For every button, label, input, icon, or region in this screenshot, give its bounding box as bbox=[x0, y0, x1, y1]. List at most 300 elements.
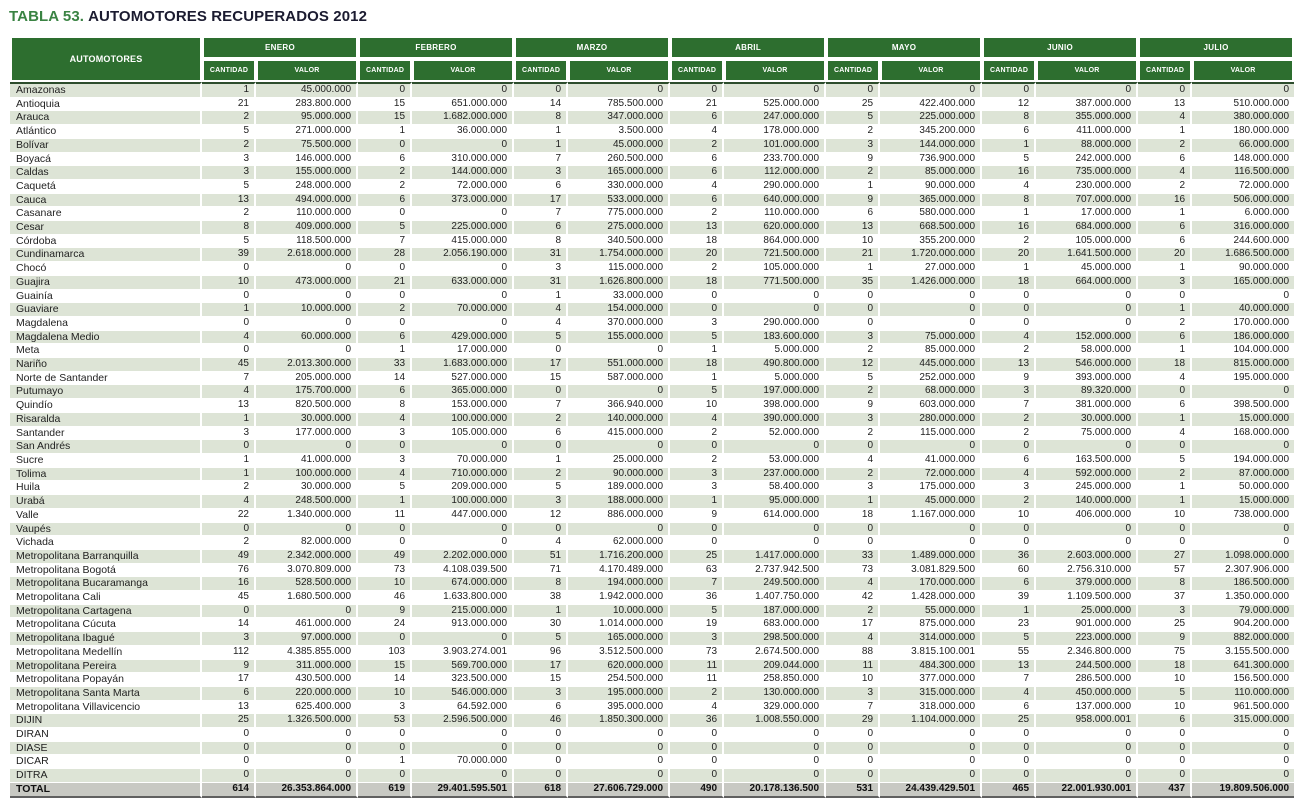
cantidad-cell: 1 bbox=[1138, 262, 1192, 276]
cantidad-cell: 0 bbox=[514, 769, 568, 783]
cantidad-cell: 2 bbox=[982, 344, 1036, 358]
valor-cell: 242.000.000 bbox=[1036, 153, 1138, 167]
cantidad-cell: 1 bbox=[670, 372, 724, 386]
cantidad-cell: 21 bbox=[826, 248, 880, 262]
valor-cell: 95.000.000 bbox=[256, 111, 358, 125]
valor-cell: 148.000.000 bbox=[1192, 153, 1294, 167]
valor-cell: 0 bbox=[256, 605, 358, 619]
row-name-cell: Metropolitana Santa Marta bbox=[10, 687, 202, 701]
valor-cell: 345.200.000 bbox=[880, 125, 982, 139]
cantidad-cell: 0 bbox=[826, 440, 880, 454]
valor-cell: 527.000.000 bbox=[412, 372, 514, 386]
valor-cell: 0 bbox=[412, 742, 514, 756]
table-row bbox=[10, 687, 1294, 701]
cantidad-cell: 3 bbox=[1138, 605, 1192, 619]
valor-cell: 0 bbox=[568, 755, 670, 769]
cantidad-cell: 4 bbox=[514, 536, 568, 550]
cantidad-cell: 2 bbox=[202, 207, 256, 221]
valor-cell: 17.000.000 bbox=[412, 344, 514, 358]
valor-cell: 3.500.000 bbox=[568, 125, 670, 139]
valor-cell: 0 bbox=[256, 262, 358, 276]
valor-cell: 1.104.000.000 bbox=[880, 714, 982, 728]
valor-cell: 430.500.000 bbox=[256, 673, 358, 687]
valor-cell: 30.000.000 bbox=[256, 413, 358, 427]
valor-cell: 237.000.000 bbox=[724, 468, 826, 482]
cantidad-cell: 1 bbox=[1138, 207, 1192, 221]
cantidad-cell: 4 bbox=[826, 577, 880, 591]
valor-cell: 886.000.000 bbox=[568, 509, 670, 523]
cantidad-cell: 13 bbox=[826, 221, 880, 235]
valor-cell: 528.500.000 bbox=[256, 577, 358, 591]
cantidad-cell: 0 bbox=[358, 523, 412, 537]
row-name-cell: Metropolitana Bogotá bbox=[10, 564, 202, 578]
valor-cell: 365.000.000 bbox=[880, 194, 982, 208]
cantidad-cell: 0 bbox=[202, 523, 256, 537]
cantidad-cell: 1 bbox=[1138, 303, 1192, 317]
valor-cell: 70.000.000 bbox=[412, 454, 514, 468]
valor-cell: 197.000.000 bbox=[724, 385, 826, 399]
valor-cell: 118.500.000 bbox=[256, 235, 358, 249]
valor-cell: 0 bbox=[724, 536, 826, 550]
cantidad-cell: 0 bbox=[514, 523, 568, 537]
cantidad-cell: 17 bbox=[514, 660, 568, 674]
valor-cell: 41.000.000 bbox=[256, 454, 358, 468]
cantidad-cell: 5 bbox=[826, 372, 880, 386]
valor-cell: 275.000.000 bbox=[568, 221, 670, 235]
table-header bbox=[10, 36, 1294, 82]
valor-cell: 1.686.500.000 bbox=[1192, 248, 1294, 262]
cantidad-cell: 33 bbox=[358, 358, 412, 372]
cantidad-cell: 10 bbox=[670, 399, 724, 413]
valor-cell: 0 bbox=[412, 769, 514, 783]
cantidad-cell: 8 bbox=[514, 111, 568, 125]
row-name-cell: Guajira bbox=[10, 276, 202, 290]
cantidad-cell: 42 bbox=[826, 591, 880, 605]
cantidad-cell: 1 bbox=[826, 262, 880, 276]
cantidad-cell: 11 bbox=[670, 660, 724, 674]
row-name-cell: Santander bbox=[10, 427, 202, 441]
valor-cell: 311.000.000 bbox=[256, 660, 358, 674]
valor-cell: 0 bbox=[412, 262, 514, 276]
cantidad-cell: 6 bbox=[514, 221, 568, 235]
cantidad-cell: 8 bbox=[982, 194, 1036, 208]
valor-cell: 66.000.000 bbox=[1192, 139, 1294, 153]
valor-cell: 25.000.000 bbox=[568, 454, 670, 468]
cantidad-cell: 5 bbox=[982, 632, 1036, 646]
cantidad-cell: 3 bbox=[826, 139, 880, 153]
valor-cell: 340.500.000 bbox=[568, 235, 670, 249]
cantidad-cell: 1 bbox=[982, 262, 1036, 276]
months-header-row bbox=[10, 36, 1294, 59]
valor-cell: 1.340.000.000 bbox=[256, 509, 358, 523]
cantidad-cell: 2 bbox=[826, 344, 880, 358]
cantidad-cell: 21 bbox=[670, 98, 724, 112]
row-name-cell: Quindío bbox=[10, 399, 202, 413]
valor-cell: 104.000.000 bbox=[1192, 344, 1294, 358]
row-name-cell: Meta bbox=[10, 344, 202, 358]
row-name-cell: Bolívar bbox=[10, 139, 202, 153]
row-name-cell: Metropolitana Popayán bbox=[10, 673, 202, 687]
valor-cell: 1.626.800.000 bbox=[568, 276, 670, 290]
valor-cell: 0 bbox=[412, 82, 514, 98]
cantidad-cell: 8 bbox=[358, 399, 412, 413]
total-valor-cell: 19.809.506.000 bbox=[1192, 783, 1294, 798]
cantidad-cell: 3 bbox=[670, 317, 724, 331]
total-valor-cell: 22.001.930.001 bbox=[1036, 783, 1138, 798]
valor-cell: 0 bbox=[724, 755, 826, 769]
cantidad-cell: 0 bbox=[358, 207, 412, 221]
valor-cell: 248.500.000 bbox=[256, 495, 358, 509]
cantidad-cell: 12 bbox=[826, 358, 880, 372]
valor-cell: 15.000.000 bbox=[1192, 495, 1294, 509]
valor-cell: 155.000.000 bbox=[256, 166, 358, 180]
cantidad-cell: 2 bbox=[826, 385, 880, 399]
valor-cell: 510.000.000 bbox=[1192, 98, 1294, 112]
valor-cell: 0 bbox=[412, 317, 514, 331]
valor-cell: 178.000.000 bbox=[724, 125, 826, 139]
valor-cell: 30.000.000 bbox=[1036, 413, 1138, 427]
cantidad-cell: 49 bbox=[358, 550, 412, 564]
total-valor-cell: 27.606.729.000 bbox=[568, 783, 670, 798]
cantidad-cell: 2 bbox=[670, 139, 724, 153]
cantidad-cell: 7 bbox=[982, 399, 1036, 413]
valor-cell: 15.000.000 bbox=[1192, 413, 1294, 427]
valor-cell: 87.000.000 bbox=[1192, 468, 1294, 482]
valor-cell: 10.000.000 bbox=[256, 303, 358, 317]
valor-cell: 640.000.000 bbox=[724, 194, 826, 208]
cantidad-cell: 6 bbox=[982, 577, 1036, 591]
valor-cell: 390.000.000 bbox=[724, 413, 826, 427]
cantidad-cell: 73 bbox=[358, 564, 412, 578]
cantidad-cell: 2 bbox=[670, 207, 724, 221]
row-name-cell: Metropolitana Cúcuta bbox=[10, 618, 202, 632]
cantidad-cell: 3 bbox=[670, 468, 724, 482]
table-row bbox=[10, 180, 1294, 194]
table-row bbox=[10, 660, 1294, 674]
cantidad-cell: 4 bbox=[358, 413, 412, 427]
table-row bbox=[10, 769, 1294, 783]
cantidad-cell: 0 bbox=[982, 755, 1036, 769]
total-cantidad-cell: 490 bbox=[670, 783, 724, 798]
cantidad-cell: 4 bbox=[670, 413, 724, 427]
cantidad-cell: 3 bbox=[982, 385, 1036, 399]
cantidad-cell: 16 bbox=[202, 577, 256, 591]
valor-cell: 110.000.000 bbox=[724, 207, 826, 221]
valor-cell: 100.000.000 bbox=[256, 468, 358, 482]
cantidad-cell: 1 bbox=[514, 454, 568, 468]
cantidad-cell: 10 bbox=[358, 687, 412, 701]
cantidad-cell: 4 bbox=[826, 632, 880, 646]
cantidad-cell: 1 bbox=[514, 605, 568, 619]
cantidad-cell: 0 bbox=[982, 536, 1036, 550]
cantidad-cell: 36 bbox=[670, 591, 724, 605]
subheader-cantidad-junio: CANTIDAD bbox=[982, 59, 1036, 82]
cantidad-cell: 4 bbox=[514, 303, 568, 317]
valor-cell: 904.200.000 bbox=[1192, 618, 1294, 632]
month-header-enero: ENERO bbox=[202, 36, 358, 59]
cantidad-cell: 1 bbox=[1138, 125, 1192, 139]
subheader-cantidad-julio: CANTIDAD bbox=[1138, 59, 1192, 82]
cantidad-cell: 13 bbox=[202, 194, 256, 208]
row-name-cell: Arauca bbox=[10, 111, 202, 125]
cantidad-cell: 39 bbox=[202, 248, 256, 262]
valor-cell: 0 bbox=[724, 728, 826, 742]
table-row bbox=[10, 454, 1294, 468]
valor-cell: 175.700.000 bbox=[256, 385, 358, 399]
valor-cell: 90.000.000 bbox=[568, 468, 670, 482]
valor-cell: 875.000.000 bbox=[880, 618, 982, 632]
cantidad-cell: 2 bbox=[202, 111, 256, 125]
cantidad-cell: 1 bbox=[982, 605, 1036, 619]
row-name-cell: Putumayo bbox=[10, 385, 202, 399]
valor-cell: 0 bbox=[1192, 523, 1294, 537]
row-name-cell: Atlántico bbox=[10, 125, 202, 139]
valor-cell: 721.500.000 bbox=[724, 248, 826, 262]
valor-cell: 0 bbox=[1036, 769, 1138, 783]
row-name-cell: Magdalena Medio bbox=[10, 331, 202, 345]
cantidad-cell: 0 bbox=[670, 82, 724, 98]
valor-cell: 220.000.000 bbox=[256, 687, 358, 701]
cantidad-cell: 2 bbox=[670, 427, 724, 441]
row-name-cell: Metropolitana Medellín bbox=[10, 646, 202, 660]
valor-cell: 1.754.000.000 bbox=[568, 248, 670, 262]
cantidad-cell: 16 bbox=[1138, 194, 1192, 208]
valor-cell: 525.000.000 bbox=[724, 98, 826, 112]
table-row bbox=[10, 221, 1294, 235]
valor-cell: 280.000.000 bbox=[880, 413, 982, 427]
valor-cell: 6.000.000 bbox=[1192, 207, 1294, 221]
cantidad-cell: 13 bbox=[202, 399, 256, 413]
valor-cell: 1.682.000.000 bbox=[412, 111, 514, 125]
cantidad-cell: 0 bbox=[982, 440, 1036, 454]
valor-cell: 0 bbox=[412, 207, 514, 221]
table-row bbox=[10, 139, 1294, 153]
valor-cell: 1.326.500.000 bbox=[256, 714, 358, 728]
row-name-cell: Metropolitana Bucaramanga bbox=[10, 577, 202, 591]
valor-cell: 409.000.000 bbox=[256, 221, 358, 235]
cantidad-cell: 2 bbox=[514, 468, 568, 482]
valor-cell: 625.400.000 bbox=[256, 701, 358, 715]
cantidad-cell: 1 bbox=[358, 495, 412, 509]
cantidad-cell: 9 bbox=[826, 153, 880, 167]
cantidad-cell: 7 bbox=[202, 372, 256, 386]
cantidad-cell: 0 bbox=[202, 755, 256, 769]
cantidad-cell: 20 bbox=[982, 248, 1036, 262]
cantidad-cell: 37 bbox=[1138, 591, 1192, 605]
table-row bbox=[10, 728, 1294, 742]
cantidad-cell: 2 bbox=[670, 454, 724, 468]
valor-cell: 710.000.000 bbox=[412, 468, 514, 482]
valor-cell: 0 bbox=[1192, 769, 1294, 783]
month-header-abril: ABRIL bbox=[670, 36, 826, 59]
valor-cell: 3.512.500.000 bbox=[568, 646, 670, 660]
row-name-cell: Metropolitana Cali bbox=[10, 591, 202, 605]
cantidad-cell: 88 bbox=[826, 646, 880, 660]
cantidad-cell: 18 bbox=[1138, 660, 1192, 674]
valor-cell: 355.000.000 bbox=[1036, 111, 1138, 125]
valor-cell: 0 bbox=[724, 742, 826, 756]
valor-cell: 0 bbox=[880, 440, 982, 454]
valor-cell: 1.850.300.000 bbox=[568, 714, 670, 728]
valor-cell: 0 bbox=[256, 440, 358, 454]
cantidad-cell: 0 bbox=[202, 605, 256, 619]
row-name-cell: Chocó bbox=[10, 262, 202, 276]
cantidad-cell: 2 bbox=[826, 468, 880, 482]
valor-cell: 0 bbox=[1036, 290, 1138, 304]
valor-cell: 0 bbox=[1192, 742, 1294, 756]
valor-cell: 101.000.000 bbox=[724, 139, 826, 153]
cantidad-cell: 49 bbox=[202, 550, 256, 564]
cantidad-cell: 1 bbox=[514, 125, 568, 139]
valor-cell: 3.815.100.001 bbox=[880, 646, 982, 660]
cantidad-cell: 1 bbox=[202, 82, 256, 98]
cantidad-cell: 0 bbox=[358, 742, 412, 756]
month-header-junio: JUNIO bbox=[982, 36, 1138, 59]
cantidad-cell: 25 bbox=[670, 550, 724, 564]
valor-cell: 205.000.000 bbox=[256, 372, 358, 386]
valor-cell: 1.720.000.000 bbox=[880, 248, 982, 262]
valor-cell: 290.000.000 bbox=[724, 180, 826, 194]
valor-cell: 1.407.750.000 bbox=[724, 591, 826, 605]
cantidad-cell: 2 bbox=[514, 413, 568, 427]
row-name-cell: Metropolitana Barranquilla bbox=[10, 550, 202, 564]
valor-cell: 4.170.489.000 bbox=[568, 564, 670, 578]
cantidad-cell: 10 bbox=[826, 673, 880, 687]
cantidad-cell: 2 bbox=[670, 687, 724, 701]
valor-cell: 2.056.190.000 bbox=[412, 248, 514, 262]
subheaders-row bbox=[10, 59, 1294, 82]
row-name-cell: Metropolitana Cartagena bbox=[10, 605, 202, 619]
cantidad-cell: 1 bbox=[1138, 481, 1192, 495]
valor-cell: 3.070.809.000 bbox=[256, 564, 358, 578]
cantidad-cell: 6 bbox=[1138, 153, 1192, 167]
table-row bbox=[10, 111, 1294, 125]
cantidad-cell: 14 bbox=[358, 372, 412, 386]
valor-cell: 1.428.000.000 bbox=[880, 591, 982, 605]
cantidad-cell: 8 bbox=[514, 577, 568, 591]
valor-cell: 75.500.000 bbox=[256, 139, 358, 153]
valor-cell: 165.000.000 bbox=[568, 166, 670, 180]
cantidad-cell: 2 bbox=[202, 481, 256, 495]
valor-cell: 1.008.550.000 bbox=[724, 714, 826, 728]
cantidad-cell: 3 bbox=[202, 153, 256, 167]
valor-cell: 411.000.000 bbox=[1036, 125, 1138, 139]
subheader-cantidad-enero: CANTIDAD bbox=[202, 59, 256, 82]
cantidad-cell: 8 bbox=[202, 221, 256, 235]
subheader-valor-marzo: VALOR bbox=[568, 59, 670, 82]
valor-cell: 298.500.000 bbox=[724, 632, 826, 646]
cantidad-cell: 0 bbox=[202, 769, 256, 783]
cantidad-cell: 11 bbox=[826, 660, 880, 674]
valor-cell: 248.000.000 bbox=[256, 180, 358, 194]
total-cantidad-cell: 465 bbox=[982, 783, 1036, 798]
valor-cell: 209.044.000 bbox=[724, 660, 826, 674]
valor-cell: 395.000.000 bbox=[568, 701, 670, 715]
valor-cell: 0 bbox=[568, 82, 670, 98]
cantidad-cell: 4 bbox=[202, 495, 256, 509]
valor-cell: 271.000.000 bbox=[256, 125, 358, 139]
subheader-valor-febrero: VALOR bbox=[412, 59, 514, 82]
table-row bbox=[10, 344, 1294, 358]
valor-cell: 188.000.000 bbox=[568, 495, 670, 509]
cantidad-cell: 0 bbox=[670, 769, 724, 783]
cantidad-cell: 4 bbox=[1138, 372, 1192, 386]
cantidad-cell: 4 bbox=[670, 701, 724, 715]
valor-cell: 506.000.000 bbox=[1192, 194, 1294, 208]
cantidad-cell: 3 bbox=[826, 331, 880, 345]
row-name-cell: Metropolitana Pereira bbox=[10, 660, 202, 674]
valor-cell: 323.500.000 bbox=[412, 673, 514, 687]
table-row bbox=[10, 413, 1294, 427]
cantidad-cell: 17 bbox=[826, 618, 880, 632]
cantidad-cell: 20 bbox=[670, 248, 724, 262]
cantidad-cell: 15 bbox=[358, 660, 412, 674]
cantidad-cell: 0 bbox=[358, 769, 412, 783]
valor-cell: 1.098.000.000 bbox=[1192, 550, 1294, 564]
valor-cell: 130.000.000 bbox=[724, 687, 826, 701]
valor-cell: 592.000.000 bbox=[1036, 468, 1138, 482]
valor-cell: 105.000.000 bbox=[724, 262, 826, 276]
cantidad-cell: 0 bbox=[982, 290, 1036, 304]
valor-cell: 17.000.000 bbox=[1036, 207, 1138, 221]
subheader-valor-junio: VALOR bbox=[1036, 59, 1138, 82]
valor-cell: 53.000.000 bbox=[724, 454, 826, 468]
valor-cell: 154.000.000 bbox=[568, 303, 670, 317]
cantidad-cell: 0 bbox=[826, 303, 880, 317]
valor-cell: 641.300.000 bbox=[1192, 660, 1294, 674]
cantidad-cell: 6 bbox=[670, 153, 724, 167]
table-row bbox=[10, 605, 1294, 619]
cantidad-cell: 4 bbox=[982, 180, 1036, 194]
cantidad-cell: 7 bbox=[358, 235, 412, 249]
page-title bbox=[9, 8, 1292, 25]
valor-cell: 447.000.000 bbox=[412, 509, 514, 523]
cantidad-cell: 3 bbox=[514, 262, 568, 276]
valor-cell: 738.000.000 bbox=[1192, 509, 1294, 523]
valor-cell: 105.000.000 bbox=[1036, 235, 1138, 249]
valor-cell: 2.202.000.000 bbox=[412, 550, 514, 564]
cantidad-cell: 53 bbox=[358, 714, 412, 728]
cantidad-cell: 2 bbox=[982, 495, 1036, 509]
cantidad-cell: 7 bbox=[514, 207, 568, 221]
cantidad-cell: 2 bbox=[982, 413, 1036, 427]
valor-cell: 70.000.000 bbox=[412, 755, 514, 769]
valor-cell: 247.000.000 bbox=[724, 111, 826, 125]
cantidad-cell: 2 bbox=[358, 180, 412, 194]
table-row bbox=[10, 372, 1294, 386]
cantidad-cell: 46 bbox=[358, 591, 412, 605]
cantidad-cell: 96 bbox=[514, 646, 568, 660]
cantidad-cell: 18 bbox=[1138, 358, 1192, 372]
table-row bbox=[10, 440, 1294, 454]
cantidad-cell: 7 bbox=[982, 673, 1036, 687]
cantidad-cell: 1 bbox=[670, 344, 724, 358]
cantidad-cell: 23 bbox=[982, 618, 1036, 632]
cantidad-cell: 6 bbox=[1138, 714, 1192, 728]
cantidad-cell: 20 bbox=[1138, 248, 1192, 262]
cantidad-cell: 0 bbox=[202, 344, 256, 358]
subheader-valor-mayo: VALOR bbox=[880, 59, 982, 82]
table-row bbox=[10, 523, 1294, 537]
cantidad-cell: 0 bbox=[826, 755, 880, 769]
month-header-mayo: MAYO bbox=[826, 36, 982, 59]
cantidad-cell: 1 bbox=[358, 755, 412, 769]
valor-cell: 170.000.000 bbox=[1192, 317, 1294, 331]
valor-cell: 815.000.000 bbox=[1192, 358, 1294, 372]
cantidad-cell: 14 bbox=[358, 673, 412, 687]
valor-cell: 195.000.000 bbox=[568, 687, 670, 701]
total-valor-cell: 29.401.595.501 bbox=[412, 783, 514, 798]
